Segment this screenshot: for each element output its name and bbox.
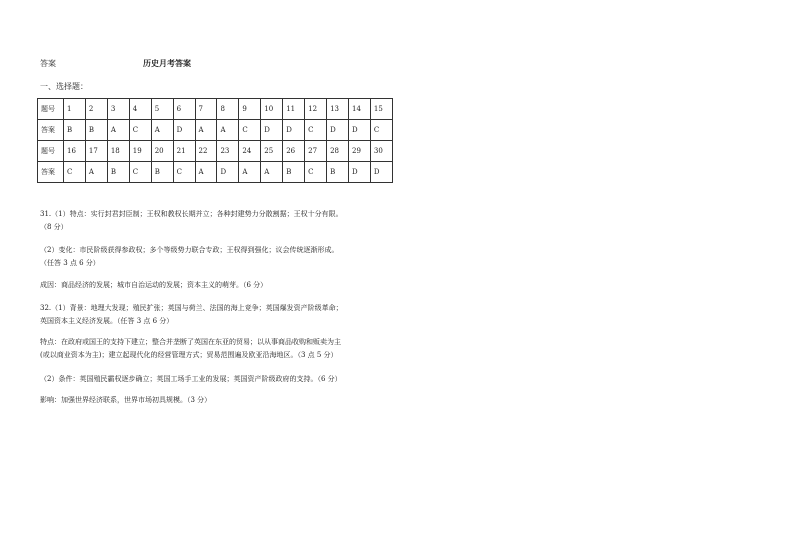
table-cell: 3 — [107, 99, 129, 120]
table-cell: 11 — [283, 99, 305, 120]
table-cell: 6 — [173, 99, 195, 120]
answer-32-features-line1: 特点：在政府或国王的支持下建立；整合并垄断了英国在东亚的贸易；以从事商品收购和贩卖为主 — [40, 338, 341, 346]
answer-31-1-line1: 31.（1）特点：实行封君封臣制；王权和教权长期并立；各种封建势力分散割据；王权十分有限。 — [40, 210, 343, 218]
table-cell: 21 — [173, 141, 195, 162]
table-cell: 25 — [261, 141, 283, 162]
table-cell: A — [85, 162, 107, 183]
table-cell: A — [107, 120, 129, 141]
answer-32-2: （2）条件：英国殖民霸权逐步确立；英国工场手工业的发展；英国资产阶级政府的支持。（6 分） — [40, 375, 342, 383]
header-answer-label: 答案 — [40, 59, 56, 68]
table-cell: 19 — [129, 141, 151, 162]
table-cell: 10 — [261, 99, 283, 120]
table-cell: A — [195, 162, 217, 183]
table-cell: C — [370, 120, 392, 141]
answer-32-features-line2: (或以商业资本为主)；建立起现代化的经营管理方式；贸易范围遍及欧亚沿海地区。（3 点 5 分） — [40, 351, 338, 359]
table-cell: C — [239, 120, 261, 141]
table-cell: 18 — [107, 141, 129, 162]
answer-31-2-line1: （2）变化：市民阶级获得参政权；多个等级势力联合专政；王权得到强化；议会传统逐渐形成。 — [40, 246, 339, 254]
answer-31-1-line2: （8 分） — [40, 223, 68, 231]
table-cell: B — [107, 162, 129, 183]
table-cell: 24 — [239, 141, 261, 162]
table-cell: D — [261, 120, 283, 141]
table-cell: C — [129, 120, 151, 141]
table-cell: A — [195, 120, 217, 141]
table-cell: 12 — [305, 99, 327, 120]
table-cell: D — [370, 162, 392, 183]
answer-32-impact: 影响：加强世界经济联系，世界市场初具规模。（3 分） — [40, 396, 212, 404]
table-cell: 2 — [85, 99, 107, 120]
table-cell: 14 — [348, 99, 370, 120]
answer-32-1-line2: 英国资本主义经济发展。（任答 3 点 6 分） — [40, 317, 174, 325]
table-cell: 29 — [348, 141, 370, 162]
table-cell: 4 — [129, 99, 151, 120]
table-cell: 16 — [64, 141, 86, 162]
table-cell: C — [305, 120, 327, 141]
table-cell: A — [217, 120, 239, 141]
table-cell: 28 — [327, 141, 349, 162]
table-cell: 30 — [370, 141, 392, 162]
table-cell: B — [64, 120, 86, 141]
table-row — [38, 162, 393, 183]
table-cell: 26 — [283, 141, 305, 162]
answer-31-2-line2: （任答 3 点 6 分） — [40, 259, 100, 267]
table-cell: D — [173, 120, 195, 141]
table-cell: 17 — [85, 141, 107, 162]
section-title-multiple-choice: 一、选择题： — [40, 82, 88, 91]
table-cell: 9 — [239, 99, 261, 120]
table-row-header: 答案 — [38, 162, 64, 183]
table-cell: 22 — [195, 141, 217, 162]
table-cell: 5 — [151, 99, 173, 120]
table-cell: B — [283, 162, 305, 183]
table-row-header: 题号 — [38, 99, 64, 120]
table-cell: 1 — [64, 99, 86, 120]
table-cell: 15 — [370, 99, 392, 120]
table-cell: B — [85, 120, 107, 141]
table-cell: C — [64, 162, 86, 183]
table-cell: D — [283, 120, 305, 141]
table-cell: 13 — [327, 99, 349, 120]
table-cell: A — [239, 162, 261, 183]
table-row — [38, 99, 393, 120]
table-row-header: 题号 — [38, 141, 64, 162]
table-cell: D — [217, 162, 239, 183]
answer-table — [37, 98, 393, 183]
table-cell: C — [129, 162, 151, 183]
table-cell: 20 — [151, 141, 173, 162]
table-cell: A — [151, 120, 173, 141]
table-row-header: 答案 — [38, 120, 64, 141]
table-cell: D — [327, 120, 349, 141]
answer-32-1-line1: 32.（1）背景：地理大发现；殖民扩张；英国与荷兰、法国的海上竞争；英国爆发资产阶级革命； — [40, 304, 343, 312]
answer-31-cause: 成因：商品经济的发展；城市自治运动的发展；资本主义的萌芽。（6 分） — [40, 281, 268, 289]
table-cell: B — [151, 162, 173, 183]
table-cell: 23 — [217, 141, 239, 162]
table-row — [38, 141, 393, 162]
table-cell: 8 — [217, 99, 239, 120]
table-cell: C — [305, 162, 327, 183]
table-cell: B — [327, 162, 349, 183]
table-cell: 7 — [195, 99, 217, 120]
table-cell: C — [173, 162, 195, 183]
table-row — [38, 120, 393, 141]
page-title: 历史月考答案 — [143, 58, 191, 68]
table-cell: D — [348, 120, 370, 141]
table-cell: D — [348, 162, 370, 183]
table-cell: A — [261, 162, 283, 183]
table-cell: 27 — [305, 141, 327, 162]
